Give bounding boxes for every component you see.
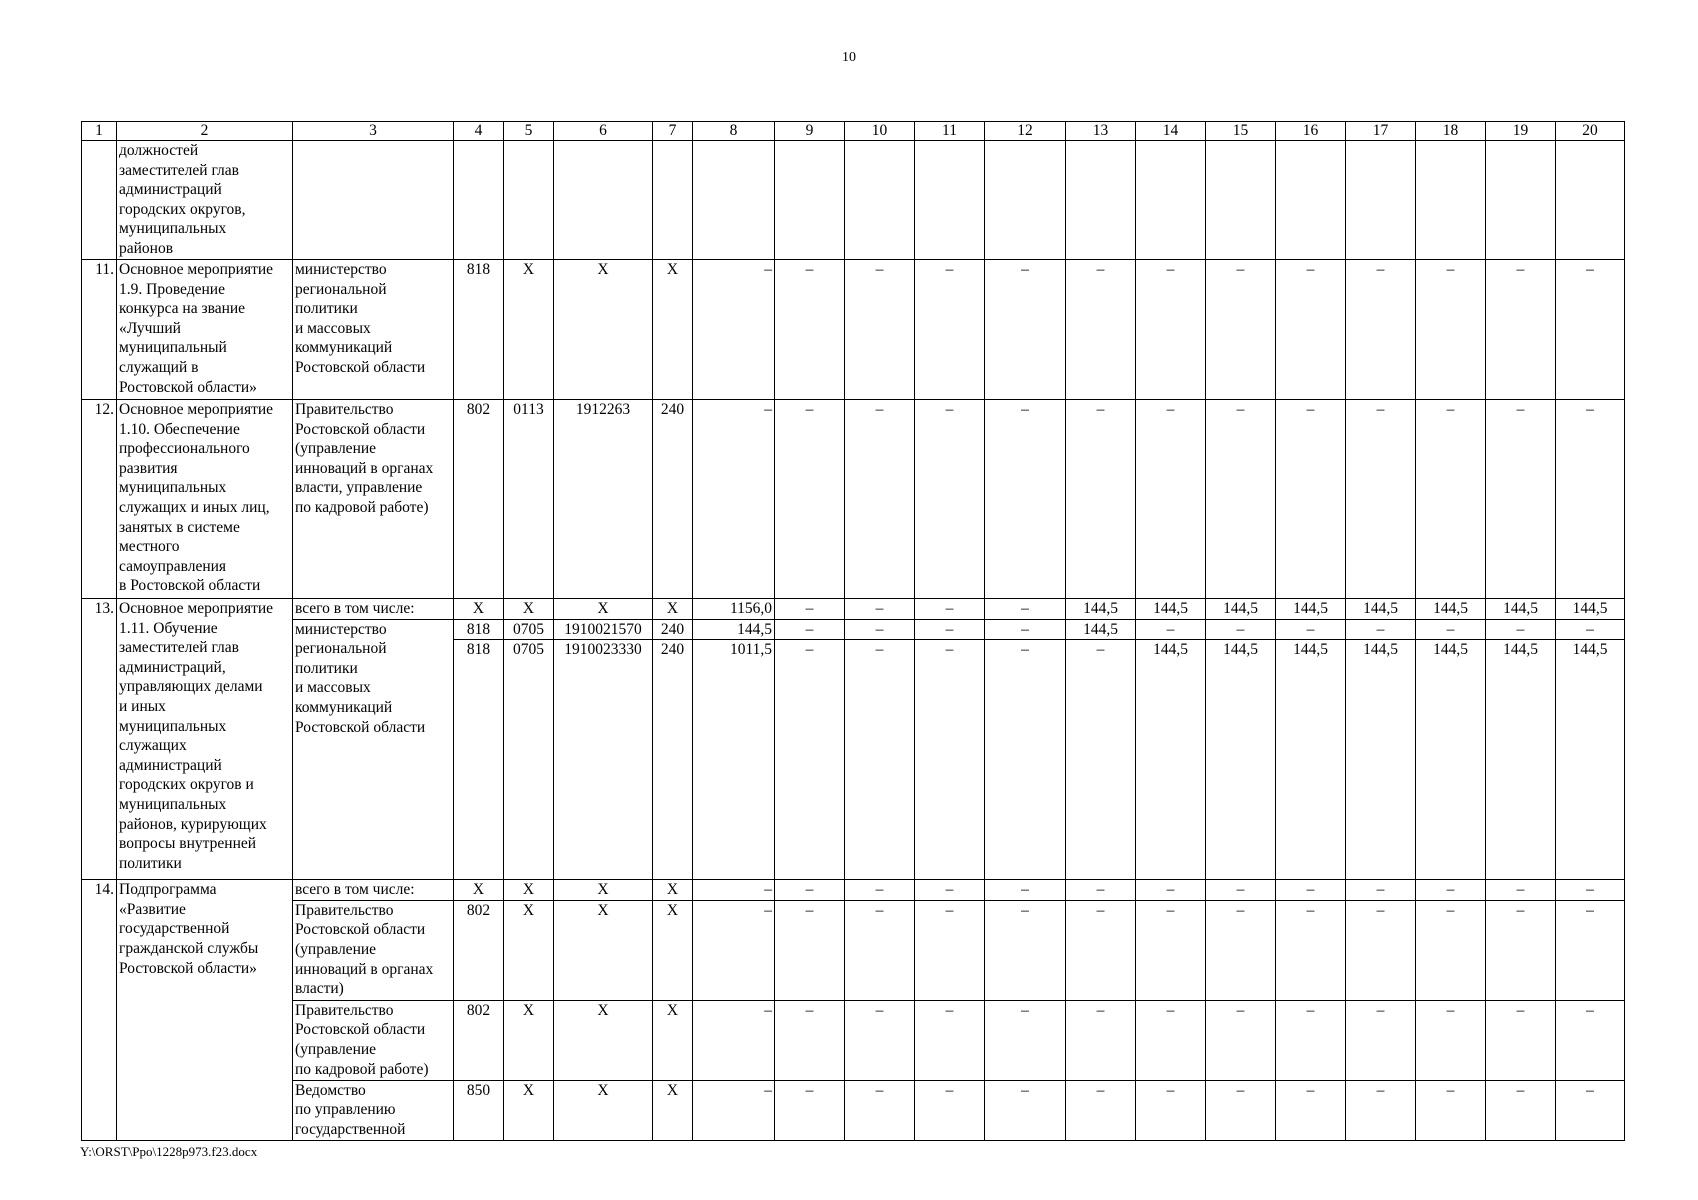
header-cell-2: 2 [117,122,293,141]
value-cell: Х [653,1080,693,1140]
value-cell: 144,5 [1276,640,1346,880]
value-cell: – [1136,1000,1206,1080]
header-cell-14: 14 [1136,122,1206,141]
value-cell: – [1486,260,1556,400]
value-cell: – [775,599,845,620]
value-cell: Х [653,260,693,400]
header-cell-6: 6 [554,122,653,141]
budget-table [81,121,1625,1141]
value-cell: – [1066,640,1136,880]
value-cell: – [1136,260,1206,400]
value-cell: – [1486,880,1556,901]
value-cell: – [1486,619,1556,640]
value-cell: 144,5 [1136,599,1206,620]
value-cell: – [1346,880,1416,901]
value-cell: – [1346,1080,1416,1140]
value-cell: – [845,619,915,640]
table-row [82,1080,1625,1140]
value-cell: – [985,400,1066,599]
value-cell: 144,5 [1276,599,1346,620]
value-cell: 818 [454,260,504,400]
value-cell: 144,5 [693,619,775,640]
value-cell: – [1346,400,1416,599]
value-cell: – [1416,900,1486,1000]
header-cell-8: 8 [693,122,775,141]
value-cell: – [775,619,845,640]
value-cell: – [1486,900,1556,1000]
value-cell: 1910023330 [554,640,653,880]
cell-executor: министерство региональной политики и массовых коммуникаций Ростовской области [293,260,454,400]
table-row [82,1000,1625,1080]
value-cell: – [985,880,1066,901]
value-cell: – [1276,1080,1346,1140]
cell-executor: Правительство Ростовской области (управление по кадровой работе) [293,1000,454,1080]
value-cell: 144,5 [1486,640,1556,880]
value-cell: Х [554,1080,653,1140]
page-number: 10 [842,50,856,65]
cell-executor: Ведомство по управлению государственной [293,1080,454,1140]
value-cell: – [985,599,1066,620]
value-cell: – [985,640,1066,880]
cell-name: должностей заместителей глав администраций городских округов, муниципальных районов [117,141,293,260]
value-cell: Х [653,1000,693,1080]
cell-name: Основное мероприятие 1.9. Проведение конкурса на звание «Лучший муниципальный служащий в Ростовской области» [117,260,293,400]
row-number: 12. [82,400,117,599]
value-cell: – [693,400,775,599]
cell-name: Основное мероприятие 1.10. Обеспечение профессионального развития муниципальных служащих и иных лиц, занятых в системе местного самоуправления в Ростовской области [117,400,293,599]
value-cell: – [775,260,845,400]
value-cell: 0705 [504,640,554,880]
table-row [82,900,1625,1000]
value-cell: 802 [454,1000,504,1080]
value-cell: – [1486,1000,1556,1080]
value-cell: – [775,900,845,1000]
value-cell: 240 [653,640,693,880]
cell-executor: министерство региональной политики и массовых коммуникаций Ростовской области [293,619,454,880]
value-cell: – [915,599,985,620]
value-cell: – [693,900,775,1000]
value-cell: – [1276,1000,1346,1080]
value-cell: – [1136,900,1206,1000]
value-cell: – [1556,619,1625,640]
value-cell: – [1486,400,1556,599]
value-cell: Х [504,599,554,620]
value-cell: – [1346,1000,1416,1080]
value-cell: 1156,0 [693,599,775,620]
value-cell: – [1276,619,1346,640]
header-cell-4: 4 [454,122,504,141]
value-cell: – [775,1000,845,1080]
value-cell: – [693,1080,775,1140]
value-cell: – [915,260,985,400]
table-row [82,619,1625,640]
header-cell-20: 20 [1556,122,1625,141]
value-cell: – [915,1080,985,1140]
header-cell-11: 11 [915,122,985,141]
value-cell: Х [554,900,653,1000]
value-cell: – [1276,400,1346,599]
value-cell: – [1346,619,1416,640]
value-cell: – [1346,900,1416,1000]
value-cell: 802 [454,900,504,1000]
value-cell: – [775,1080,845,1140]
value-cell: 144,5 [1416,599,1486,620]
cell-name: Подпрограмма «Развитие государственной гражданской службы Ростовской области» [117,880,293,1141]
value-cell: 818 [454,619,504,640]
value-cell: – [1416,880,1486,901]
value-cell: – [1416,1080,1486,1140]
value-cell: – [1276,260,1346,400]
value-cell: – [1416,619,1486,640]
value-cell: – [985,260,1066,400]
value-cell: 144,5 [1346,640,1416,880]
header-row [82,122,1625,141]
row-number: 14. [82,880,117,1141]
value-cell: 850 [454,1080,504,1140]
value-cell: – [1136,880,1206,901]
row-number: 13. [82,599,117,880]
value-cell: 240 [653,400,693,599]
value-cell: – [985,900,1066,1000]
value-cell: – [693,880,775,901]
value-cell: – [845,260,915,400]
value-cell: – [1206,900,1276,1000]
value-cell: – [1136,400,1206,599]
value-cell: Х [504,1080,554,1140]
value-cell: – [1206,619,1276,640]
value-cell: – [1556,260,1625,400]
value-cell: Х [504,900,554,1000]
header-cell-19: 19 [1486,122,1556,141]
value-cell: – [1136,1080,1206,1140]
header-cell-3: 3 [293,122,454,141]
value-cell: 144,5 [1066,619,1136,640]
value-cell: – [1276,880,1346,901]
value-cell: – [1206,880,1276,901]
value-cell: Х [554,599,653,620]
value-cell: 1011,5 [693,640,775,880]
header-cell-12: 12 [985,122,1066,141]
value-cell: 144,5 [1206,599,1276,620]
value-cell: – [845,640,915,880]
value-cell: – [845,900,915,1000]
value-cell: – [775,640,845,880]
value-cell: – [693,1000,775,1080]
value-cell: Х [454,880,504,901]
cell-executor: всего в том числе: [293,880,454,901]
table-row [82,880,1625,901]
value-cell: 1912263 [554,400,653,599]
value-cell: – [1556,900,1625,1000]
value-cell: – [915,400,985,599]
value-cell: – [985,1080,1066,1140]
value-cell: – [1556,1080,1625,1140]
header-cell-18: 18 [1416,122,1486,141]
value-cell: – [1066,1000,1136,1080]
cell-name: Основное мероприятие 1.11. Обучение заместителей глав администраций, управляющих делами и иных муниципальных служащих администраций городских округов и муниципальных районов, курирующих вопросы внутренней политики [117,599,293,880]
header-cell-7: 7 [653,122,693,141]
value-cell: – [1066,880,1136,901]
value-cell: Х [504,260,554,400]
value-cell: – [1556,400,1625,599]
header-cell-10: 10 [845,122,915,141]
value-cell: – [1556,1000,1625,1080]
cell-executor: Правительство Ростовской области (управление инноваций в органах власти, управление по кадровой работе) [293,400,454,599]
value-cell: Х [554,260,653,400]
value-cell: – [1206,1000,1276,1080]
value-cell: – [1486,1080,1556,1140]
value-cell: – [915,900,985,1000]
value-cell: 144,5 [1556,640,1625,880]
value-cell: 144,5 [1556,599,1625,620]
value-cell: 0113 [504,400,554,599]
value-cell: – [1206,1080,1276,1140]
value-cell: – [1416,400,1486,599]
cell-executor: всего в том числе: [293,599,454,620]
value-cell: 144,5 [1346,599,1416,620]
value-cell: – [1416,260,1486,400]
value-cell: – [915,880,985,901]
value-cell: – [1066,1080,1136,1140]
value-cell: 802 [454,400,504,599]
header-cell-9: 9 [775,122,845,141]
value-cell: – [1346,260,1416,400]
header-cell-1: 1 [82,122,117,141]
value-cell: – [1206,260,1276,400]
value-cell: Х [653,880,693,901]
value-cell: – [845,599,915,620]
header-cell-13: 13 [1066,122,1136,141]
table-row [82,400,1625,599]
value-cell: – [1136,619,1206,640]
value-cell: – [985,1000,1066,1080]
value-cell: – [775,400,845,599]
value-cell: – [1556,880,1625,901]
value-cell: – [845,1080,915,1140]
header-cell-5: 5 [504,122,554,141]
value-cell: – [1066,400,1136,599]
value-cell: 240 [653,619,693,640]
header-cell-17: 17 [1346,122,1416,141]
value-cell: 144,5 [1066,599,1136,620]
value-cell: 144,5 [1416,640,1486,880]
value-cell: – [845,1000,915,1080]
value-cell: – [1066,900,1136,1000]
value-cell: – [845,880,915,901]
table-row [82,599,1625,620]
table-row [82,260,1625,400]
value-cell: – [985,619,1066,640]
cell-executor: Правительство Ростовской области (управление инноваций в органах власти) [293,900,454,1000]
row-number: 11. [82,260,117,400]
value-cell: – [1066,260,1136,400]
value-cell: 1910021570 [554,619,653,640]
value-cell: – [1416,1000,1486,1080]
header-cell-16: 16 [1276,122,1346,141]
value-cell: Х [554,880,653,901]
value-cell: Х [653,900,693,1000]
header-cell-15: 15 [1206,122,1276,141]
value-cell: – [845,400,915,599]
value-cell: Х [504,880,554,901]
value-cell: Х [653,599,693,620]
value-cell: 0705 [504,619,554,640]
value-cell: Х [454,599,504,620]
value-cell: – [693,260,775,400]
value-cell: 144,5 [1206,640,1276,880]
value-cell: – [915,619,985,640]
value-cell: – [775,880,845,901]
value-cell: 144,5 [1486,599,1556,620]
table-row [82,141,1625,260]
value-cell: – [1276,900,1346,1000]
value-cell: – [915,640,985,880]
value-cell: Х [554,1000,653,1080]
value-cell: 818 [454,640,504,880]
value-cell: – [1206,400,1276,599]
value-cell: – [915,1000,985,1080]
footer-file-path: Y:\ORST\Ppo\1228p973.f23.docx [80,1144,258,1159]
value-cell: 144,5 [1136,640,1206,880]
value-cell: Х [504,1000,554,1080]
